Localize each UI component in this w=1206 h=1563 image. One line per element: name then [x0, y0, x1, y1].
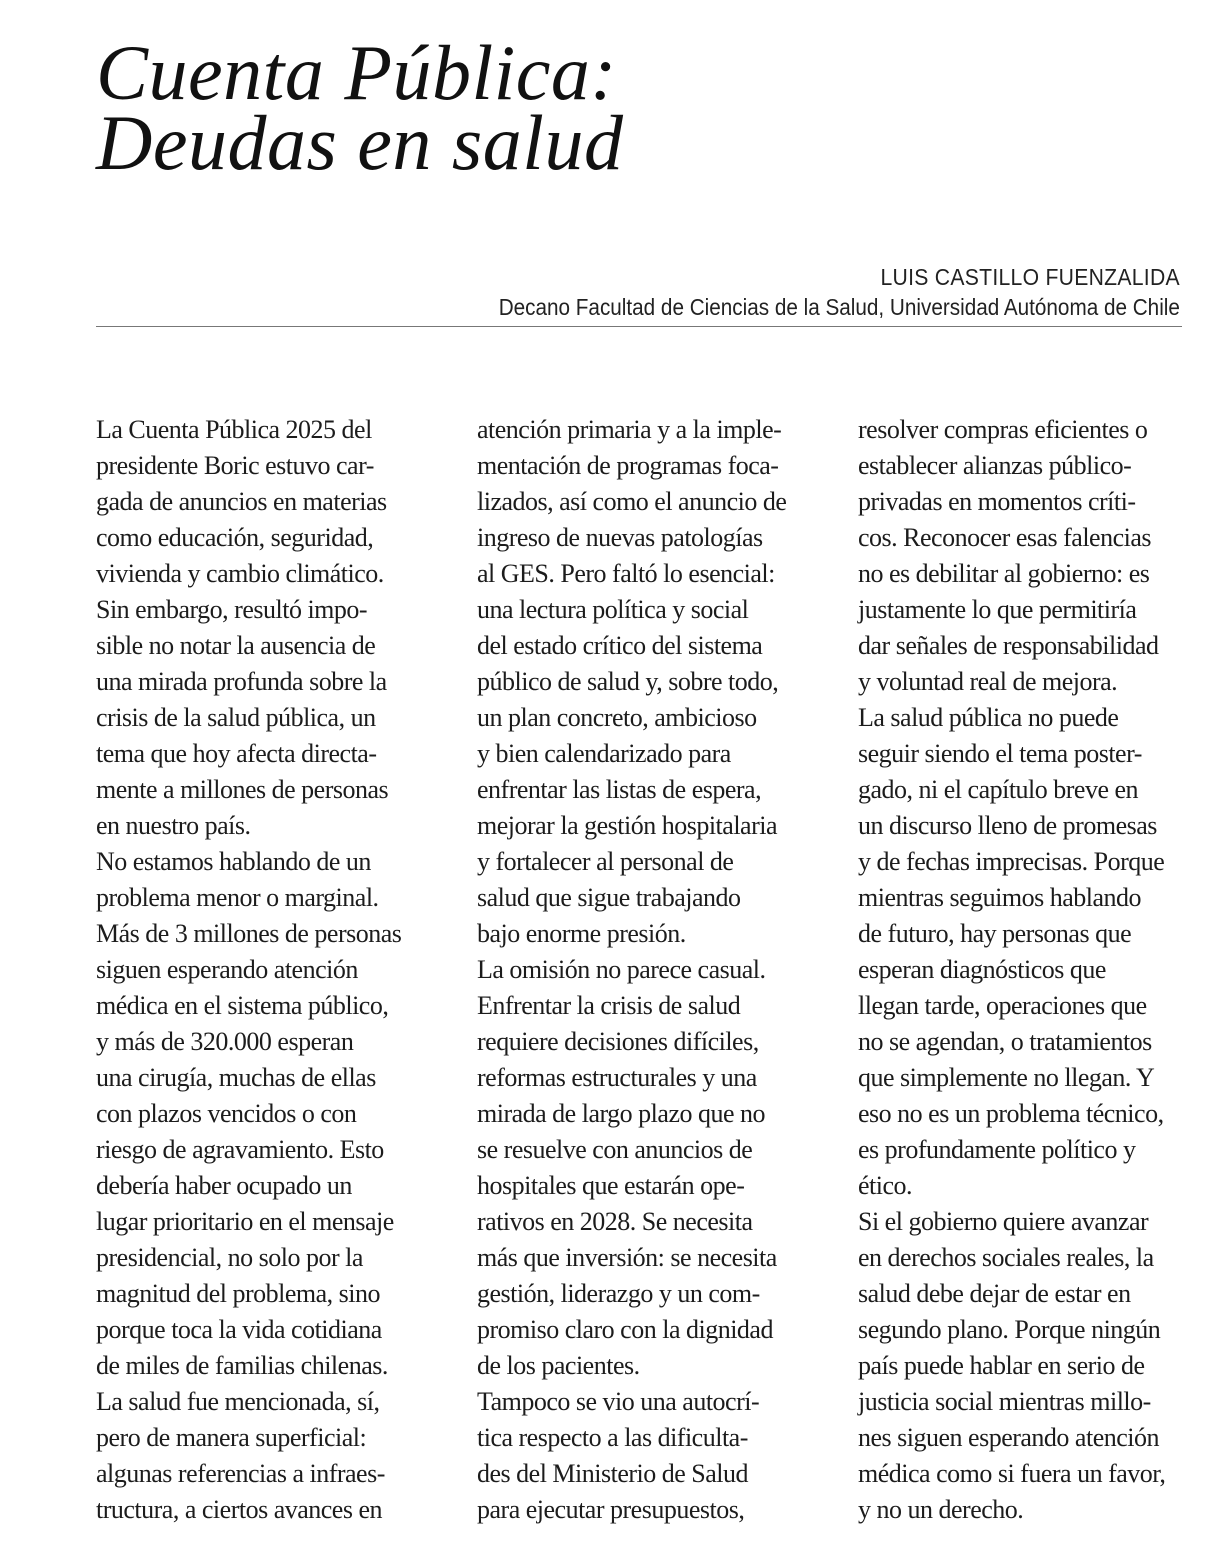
body-text-line: público de salud y, sobre todo,: [477, 667, 779, 696]
body-text-line: hospitales que estarán ope-: [477, 1171, 745, 1200]
body-text-line: siguen esperando atención: [96, 955, 358, 984]
body-text-line: no se agendan, o tratamientos: [858, 1027, 1152, 1056]
body-text-line: ético.: [858, 1171, 913, 1200]
body-text-line: presidente Boric estuvo car-: [96, 451, 374, 480]
body-text-line: enfrentar las listas de espera,: [477, 775, 762, 804]
body-text-line: en nuestro país.: [96, 811, 251, 840]
byline-divider: [96, 326, 1182, 327]
body-text-line: Sin embargo, resultó impo-: [96, 595, 368, 624]
body-text-line: Tampoco se vio una autocrí-: [477, 1387, 760, 1416]
body-text-line: nes siguen esperando atención: [858, 1423, 1160, 1452]
body-text-line: sible no notar la ausencia de: [96, 631, 376, 660]
body-text-line: y voluntad real de mejora.: [858, 667, 1118, 696]
body-text-line: problema menor o marginal.: [96, 883, 379, 912]
title-line-2: Deudas en salud: [96, 99, 624, 186]
body-text-line: y bien calendarizado para: [477, 739, 731, 768]
body-text-line: tructura, a ciertos avances en: [96, 1495, 383, 1524]
body-text-line: Enfrentar la crisis de salud: [477, 991, 741, 1020]
body-text-line: algunas referencias a infraes-: [96, 1459, 385, 1488]
text-column-2: [477, 412, 786, 1528]
body-text-line: una mirada profunda sobre la: [96, 667, 387, 696]
body-text-line: y no un derecho.: [858, 1495, 1024, 1524]
body-text-line: y de fechas imprecisas. Porque: [858, 847, 1165, 876]
body-text-line: no es debilitar al gobierno: es: [858, 559, 1150, 588]
article-title: [96, 29, 624, 186]
body-text-line: de miles de familias chilenas.: [96, 1351, 388, 1380]
byline: [423, 262, 1180, 322]
body-text-line: crisis de la salud pública, un: [96, 703, 376, 732]
body-text-line: magnitud del problema, sino: [96, 1279, 381, 1308]
body-text-line: un plan concreto, ambicioso: [477, 703, 757, 732]
body-text-line: des del Ministerio de Salud: [477, 1459, 749, 1488]
body-text-line: llegan tarde, operaciones que: [858, 991, 1147, 1020]
body-text-line: requiere decisiones difíciles,: [477, 1027, 759, 1056]
body-text-line: seguir siendo el tema poster-: [858, 739, 1142, 768]
body-text-line: mejorar la gestión hospitalaria: [477, 811, 778, 840]
body-text-line: gestión, liderazgo y un com-: [477, 1279, 760, 1308]
body-text-line: dar señales de responsabilidad: [858, 631, 1159, 660]
body-text-line: La salud fue mencionada, sí,: [96, 1387, 380, 1416]
body-text-line: país puede hablar en serio de: [858, 1351, 1145, 1380]
body-text-line: atención primaria y a la imple-: [477, 415, 782, 444]
body-text-line: al GES. Pero faltó lo esencial:: [477, 559, 775, 588]
author-role: Decano Facultad de Ciencias de la Salud, Universidad Autónoma de Chile: [498, 294, 1180, 320]
body-text-line: Si el gobierno quiere avanzar: [858, 1207, 1149, 1236]
body-text-line: privadas en momentos críti-: [858, 487, 1136, 516]
body-text-line: de futuro, hay personas que: [858, 919, 1132, 948]
body-text-line: y más de 320.000 esperan: [96, 1027, 354, 1056]
body-text-line: más que inversión: se necesita: [477, 1243, 777, 1272]
body-text-line: para ejecutar presupuestos,: [477, 1495, 745, 1524]
text-column-1: [96, 412, 401, 1528]
body-text-line: de los pacientes.: [477, 1351, 640, 1380]
body-text-line: con plazos vencidos o con: [96, 1099, 357, 1128]
body-text-line: y fortalecer al personal de: [477, 847, 734, 876]
body-text-line: mente a millones de personas: [96, 775, 389, 804]
body-text-line: resolver compras eficientes o: [858, 415, 1148, 444]
body-text-line: La omisión no parece casual.: [477, 955, 766, 984]
body-text-line: una cirugía, muchas de ellas: [96, 1063, 376, 1092]
body-text-line: La salud pública no puede: [858, 703, 1119, 732]
body-text-line: porque toca la vida cotidiana: [96, 1315, 382, 1344]
body-text-line: segundo plano. Porque ningún: [858, 1315, 1161, 1344]
body-text-line: una lectura política y social: [477, 595, 749, 624]
body-text-line: se resuelve con anuncios de: [477, 1135, 753, 1164]
body-text-line: establecer alianzas público-: [858, 451, 1132, 480]
body-text-line: justicia social mientras millo-: [858, 1387, 1151, 1416]
body-text-line: bajo enorme presión.: [477, 919, 686, 948]
body-text-line: promiso claro con la dignidad: [477, 1315, 773, 1344]
body-text-line: que simplemente no llegan. Y: [858, 1063, 1155, 1092]
body-text-line: lizados, así como el anuncio de: [477, 487, 787, 516]
body-text-line: Más de 3 millones de personas: [96, 919, 402, 948]
body-text-line: rativos en 2028. Se necesita: [477, 1207, 753, 1236]
body-text-line: un discurso lleno de promesas: [858, 811, 1157, 840]
body-text-line: del estado crítico del sistema: [477, 631, 763, 660]
body-text-line: eso no es un problema técnico,: [858, 1099, 1164, 1128]
body-text-line: lugar prioritario en el mensaje: [96, 1207, 394, 1236]
body-text-line: médica como si fuera un favor,: [858, 1459, 1166, 1488]
body-text-line: es profundamente político y: [858, 1135, 1136, 1164]
body-text-line: como educación, seguridad,: [96, 523, 374, 552]
body-text-line: mentación de programas foca-: [477, 451, 779, 480]
body-text-line: gada de anuncios en materias: [96, 487, 387, 516]
body-text-line: en derechos sociales reales, la: [858, 1243, 1154, 1272]
body-text-line: vivienda y cambio climático.: [96, 559, 384, 588]
body-text-line: ingreso de nuevas patologías: [477, 523, 763, 552]
body-text-line: gado, ni el capítulo breve en: [858, 775, 1139, 804]
body-text-line: pero de manera superficial:: [96, 1423, 367, 1452]
body-text-line: mientras seguimos hablando: [858, 883, 1142, 912]
body-text-line: justamente lo que permitiría: [858, 595, 1137, 624]
body-text-line: salud que sigue trabajando: [477, 883, 741, 912]
body-text-line: tema que hoy afecta directa-: [96, 739, 377, 768]
body-text-line: cos. Reconocer esas falencias: [858, 523, 1152, 552]
body-text-line: médica en el sistema público,: [96, 991, 389, 1020]
body-text-line: presidencial, no solo por la: [96, 1243, 363, 1272]
body-text-line: mirada de largo plazo que no: [477, 1099, 766, 1128]
title-line-1: Cuenta Pública:: [96, 29, 617, 116]
body-text-line: tica respecto a las dificulta-: [477, 1423, 748, 1452]
body-text-line: riesgo de agravamiento. Esto: [96, 1135, 384, 1164]
text-column-3: [858, 412, 1165, 1528]
body-text-line: salud debe dejar de estar en: [858, 1279, 1131, 1308]
body-text-line: esperan diagnósticos que: [858, 955, 1106, 984]
body-text-line: debería haber ocupado un: [96, 1171, 352, 1200]
body-text-line: reformas estructurales y una: [477, 1063, 757, 1092]
body-text-line: La Cuenta Pública 2025 del: [96, 415, 372, 444]
body-text-line: No estamos hablando de un: [96, 847, 371, 876]
author-name: LUIS CASTILLO FUENZALIDA: [880, 264, 1180, 290]
